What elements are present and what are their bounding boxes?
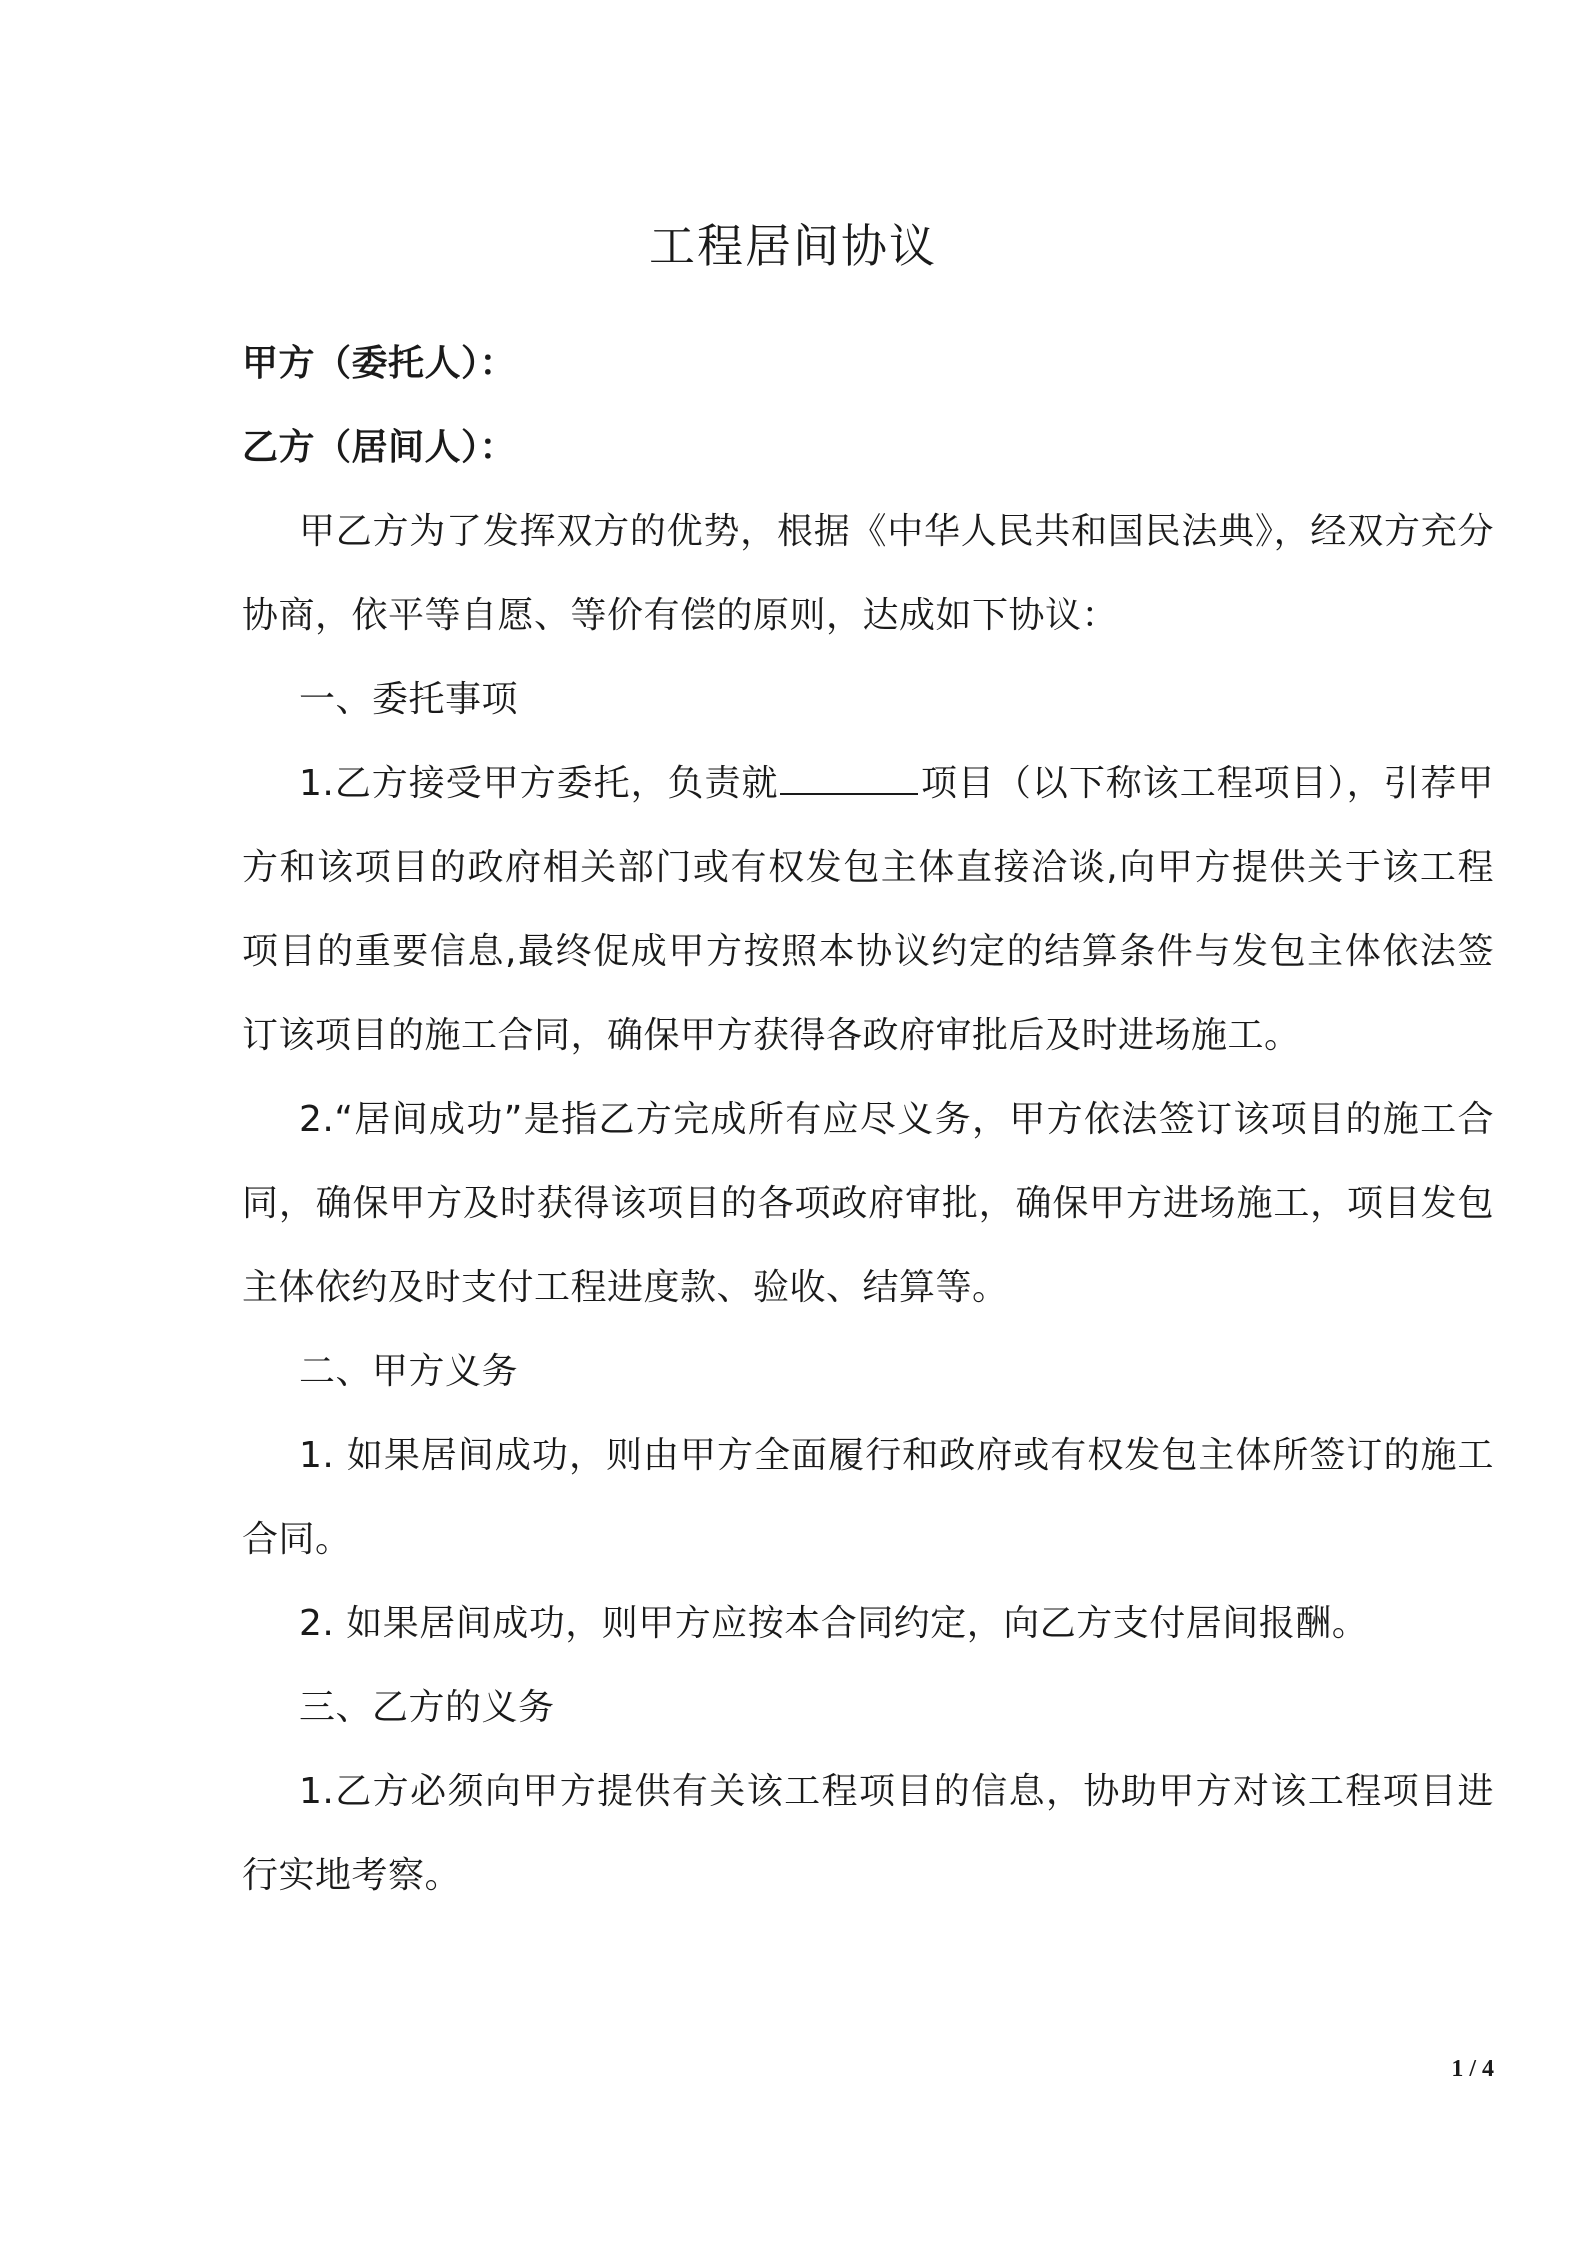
clause-paragraph: 1. 如果居间成功，则由甲方全面履行和政府或有权发包主体所签订的施工合同。 [242, 1435, 1494, 1560]
section-heading: 二、甲方义务 [299, 1351, 519, 1392]
preamble-paragraph: 甲乙方为了发挥双方的优势，根据《中华人民共和国民法典》，经双方充分协商，依平等自愿、等价有偿的原则，达成如下协议： [242, 511, 1494, 636]
document-body [242, 322, 1494, 1918]
clause-paragraph [242, 742, 1494, 1078]
party-b-line: 乙方（居间人）： [242, 427, 517, 468]
clause-paragraph: 2.“居间成功”是指乙方完成所有应尽义务，甲方依法签订该项目的施工合同，确保甲方及时获得该项目的各项政府审批，确保甲方进场施工，项目发包主体依约及时支付工程进度款、验收、结算等。 [242, 1099, 1494, 1308]
section-heading: 一、委托事项 [299, 679, 519, 720]
fill-in-blank [780, 763, 918, 795]
clause-text: 1.乙方接受甲方委托，负责就 [299, 763, 779, 804]
document-title: 工程居间协议 [649, 219, 937, 273]
clause-paragraph: 1.乙方必须向甲方提供有关该工程项目的信息，协助甲方对该工程项目进行实地考察。 [242, 1771, 1494, 1896]
clause-paragraph: 2. 如果居间成功，则甲方应按本合同约定，向乙方支付居间报酬。 [299, 1603, 1369, 1644]
party-a-line: 甲方（委托人）： [242, 343, 517, 384]
section-heading: 三、乙方的义务 [299, 1687, 555, 1728]
clause-text: 项目（以下称该工程项目），引荐甲方和该项目的政府相关部门或有权发包主体直接洽谈,向甲方提供关于该工程项目的重要信息,最终促成甲方按照本协议约定的结算条件与发包主体依法签订该项目的施工合同，确保甲方获得各政府审批后及时进场施工。 [242, 763, 1494, 1056]
page-number: 1 / 4 [1451, 2056, 1494, 2082]
